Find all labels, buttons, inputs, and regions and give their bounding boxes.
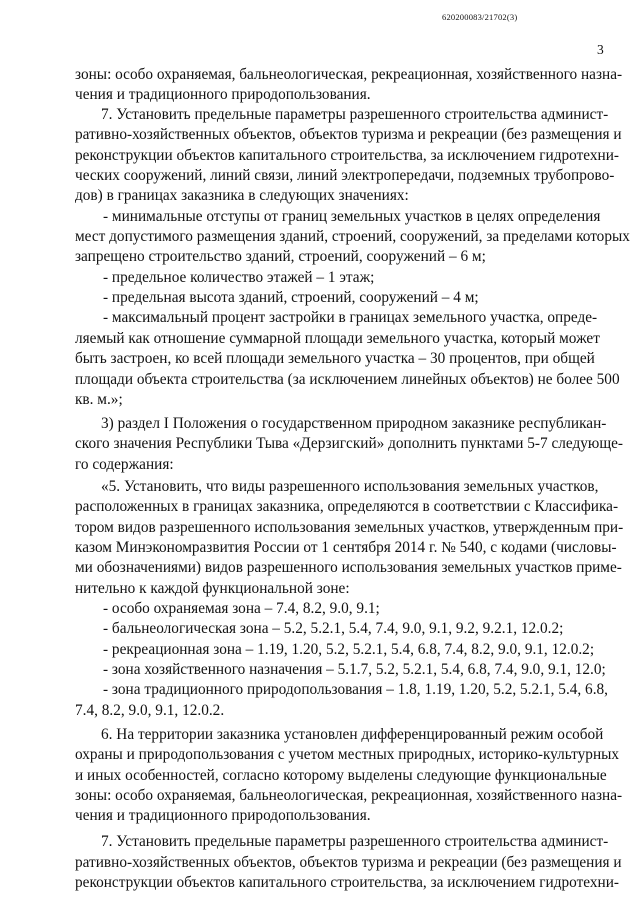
text-line: зоны: особо охраняемая, бальнеологическая, рекреационная, хозяйственного назна-	[75, 66, 623, 83]
text-line: чения и традиционного природопользования.	[75, 86, 371, 104]
text-line: 7.4, 8.2, 9.0, 9.1, 12.0.2.	[75, 701, 225, 719]
text-line: зоны: особо охраняемая, бальнеологическая, рекреационная, хозяйственного назна-	[75, 786, 623, 804]
text-line: - предельная высота зданий, строений, сооружений – 4 м;	[103, 289, 479, 307]
text-line: быть застроен, ко всей площади земельного участка – 30 процентов, при общей	[75, 350, 595, 368]
text-line: - предельное количество этажей – 1 этаж;	[103, 268, 375, 286]
text-line: площади объекта строительства (за исключением линейных объектов) не более 500	[75, 370, 620, 388]
text-line: запрещено строительство зданий, строений, сооружений – 6 м;	[75, 248, 486, 266]
text-line: - минимальные отступы от границ земельных участков в целях определения	[103, 207, 601, 225]
text-line: и иных особенностей, согласно которому выделены следующие функциональные	[75, 766, 607, 784]
text-line: реконструкции объектов капитального строительства, за исключением гидротехни-	[75, 146, 620, 164]
text-line: казом Минэкономразвития России от 1 сентября 2014 г. № 540, с кодами (числовы-	[75, 538, 617, 556]
text-line: ского значения Республики Тыва «Дерзигский» дополнить пунктами 5-7 следующе-	[75, 435, 624, 453]
text-line: нительно к каждой функциональной зоне:	[75, 579, 350, 597]
text-line: 7. Установить предельные параметры разрешенного строительства админист-	[101, 833, 609, 851]
text-line: 6. На территории заказника установлен дифференцированный режим особой	[101, 725, 604, 743]
text-line: «5. Установить, что виды разрешенного использования земельных участков,	[101, 477, 599, 495]
text-line: кв. м.»;	[75, 390, 123, 408]
text-line: - рекреационная зона – 1.19, 1.20, 5.2, 5.2.1, 5.4, 6.8, 7.4, 8.2, 9.0, 9.1, 12.0.2;	[103, 640, 595, 658]
text-line: го содержания:	[75, 455, 174, 473]
document-number: 620200083/21702(3)	[442, 12, 518, 22]
text-line: - особо охраняемая зона – 7.4, 8.2, 9.0, 9.1;	[103, 600, 380, 618]
text-line: реконструкции объектов капитального строительства, за исключением гидротехни-	[75, 874, 620, 891]
text-line: ративно-хозяйственных объектов, объектов туризма и рекреации (без размещения и	[75, 126, 622, 144]
text-line: тором видов разрешенного использования земельных участков, утвержденным при-	[75, 518, 624, 536]
text-line: охраны и природопользования с учетом местных природных, историко-культурных	[75, 746, 620, 764]
page-number: 3	[597, 42, 604, 57]
text-line: - бальнеологическая зона – 5.2, 5.2.1, 5.4, 7.4, 9.0, 9.1, 9.2, 9.2.1, 12.0.2;	[103, 620, 564, 638]
text-line: - максимальный процент застройки в границах земельного участка, опреде-	[103, 309, 598, 327]
text-line: - зона хозяйственного назначения – 5.1.7, 5.2, 5.2.1, 5.4, 6.8, 7.4, 9.0, 9.1, 12.0;	[103, 661, 606, 679]
text-line: дов) в границах заказника в следующих значениях:	[75, 187, 409, 205]
text-line: 7. Установить предельные параметры разрешенного строительства админист-	[101, 105, 609, 123]
text-line: чения и традиционного природопользования.	[75, 807, 371, 825]
text-line: ми обозначениями) видов разрешенного использования земельных участков приме-	[75, 559, 622, 577]
text-line: расположенных в границах заказника, определяются в соответствии с Классифика-	[75, 498, 619, 516]
text-line: ляемый как отношение суммарной площади земельного участка, который может	[75, 329, 600, 347]
text-line: - зона традиционного природопользования – 1.8, 1.19, 1.20, 5.2, 5.2.1, 5.4, 6.8,	[103, 681, 609, 699]
text-line: ративно-хозяйственных объектов, объектов туризма и рекреации (без размещения и	[75, 853, 622, 871]
text-line: ческих сооружений, линий связи, линий электропередачи, подземных трубопрово-	[75, 166, 615, 184]
text-line: мест допустимого размещения зданий, строений, сооружений, за пределами которых	[75, 227, 630, 245]
text-line: 3) раздел I Положения о государственном природном заказнике республикан-	[101, 414, 607, 432]
